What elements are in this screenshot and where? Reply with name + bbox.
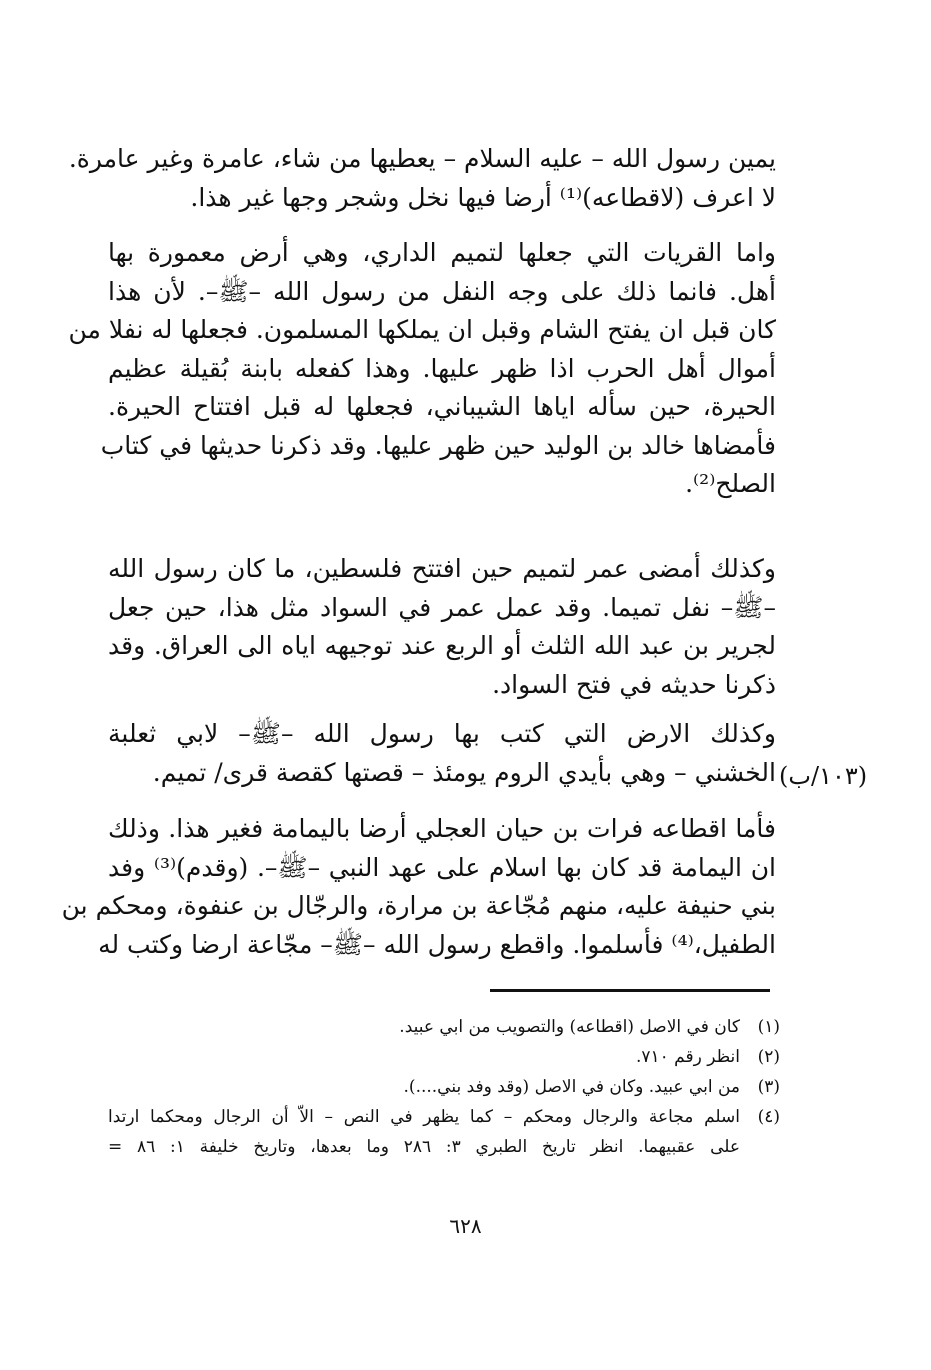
text-line: الصلح⁽²⁾. [685, 469, 776, 498]
footnote-text: من ابي عبيد. وكان في الاصل (وقد وفد بني....). [403, 1077, 740, 1097]
text-line: فأمضاها خالد بن الوليد حين ظهر عليها. وقد ذكرنا حديثها في كتاب [100, 430, 776, 460]
footnote-2 [108, 1042, 780, 1072]
footnote-text: على عقبيهما. انظر تاريخ الطبري ٣: ٢٨٦ وما بعدها، وتاريخ خليفة ١: ٨٦ = [108, 1137, 741, 1157]
footnote-text: كان في الاصل (اقطاعه) والتصويب من ابي عبيد. [399, 1017, 740, 1037]
footnote-4 [108, 1102, 780, 1162]
paragraph-5 [61, 810, 777, 964]
footnote-number: (٤) [757, 1107, 780, 1127]
footnote-text: انظر رقم ٧١٠. [635, 1047, 740, 1067]
text-line: كان قبل ان يفتح الشام وقبل ان يملكها المسلمون. فجعلها له نفلا من [68, 315, 776, 344]
text-line: وكذلك أمضى عمر لتميم حين افتتح فلسطين، ما كان رسول الله [108, 554, 776, 583]
text-line: الطفيل،⁽⁴⁾ فأسلموا. واقطع رسول الله –ﷺ– مجّاعة ارضا وكتب له [98, 929, 776, 959]
text-line: الحيرة، حين سأله اياها الشيباني، فجعلها له قبل افتتاح الحيرة. [108, 392, 776, 421]
footnote-number: (٣) [757, 1077, 780, 1097]
text-line: –ﷺ– نفل تميما. وقد عمل عمر في السواد مثل هذا، حين جعل [108, 592, 776, 622]
text-line: لا اعرف (لاقطاعه)⁽¹⁾ أرضا فيها نخل وشجر وجها غير هذا. [190, 182, 776, 212]
paragraph-3 [108, 550, 776, 704]
margin-folio-note: (١٠٣/ب) [779, 762, 868, 790]
text-line: أهل. فانما ذلك على وجه النفل من رسول الله –ﷺ–. لأن هذا [108, 276, 776, 306]
footnote-number: (١) [757, 1017, 780, 1037]
text-line: بني حنيفة عليه، منهم مُجّاعة بن مرارة، والرجّال بن عنفوة، ومحكم بن [61, 891, 776, 920]
text-line: لجرير بن عبد الله الثلث أو الربع عند توجيهه اياه الى العراق. وقد [108, 631, 776, 660]
text-line: يمين رسول الله – عليه السلام – يعطيها من شاء، عامرة وغير عامرة. [68, 144, 776, 173]
footnote-3 [108, 1072, 780, 1102]
text-line: ذكرنا حديثه في فتح السواد. [492, 669, 776, 699]
text-line: واما القريات التي جعلها لتميم الداري، وهي أرض معمورة بها [108, 238, 776, 267]
text-line: فأما اقطاعه فرات بن حيان العجلي أرضا باليمامة فغير هذا. وذلك [108, 814, 776, 843]
text-line: ان اليمامة قد كان بها اسلام على عهد النبي –ﷺ–. (وقدم)⁽³⁾ وفد [108, 852, 777, 882]
paragraph-2 [68, 234, 776, 504]
text-line: الخشني – وهي بأيدي الروم يومئذ – قصتها كقصة قرى/ تميم. [152, 757, 776, 787]
footnote-1 [108, 1012, 780, 1042]
text-line: أموال أهل الحرب اذا ظهر عليها. وهذا كفعله بابنة بُقيلة عظيم [108, 353, 776, 383]
footnote-text: اسلم مجاعة والرجال ومحكم – كما يظهر في النص – الاّ أن الرجال ومحكما ارتدا [108, 1107, 740, 1127]
text-line: وكذلك الارض التي كتب بها رسول الله –ﷺ– لابي ثعلبة [108, 719, 776, 748]
paragraph-4 [108, 715, 776, 792]
page-number: ٦٢٨ [449, 1214, 482, 1238]
footnote-separator [490, 989, 770, 992]
footnotes [108, 1012, 780, 1162]
paragraph-1 [68, 140, 776, 217]
footnote-number: (٢) [757, 1047, 780, 1067]
